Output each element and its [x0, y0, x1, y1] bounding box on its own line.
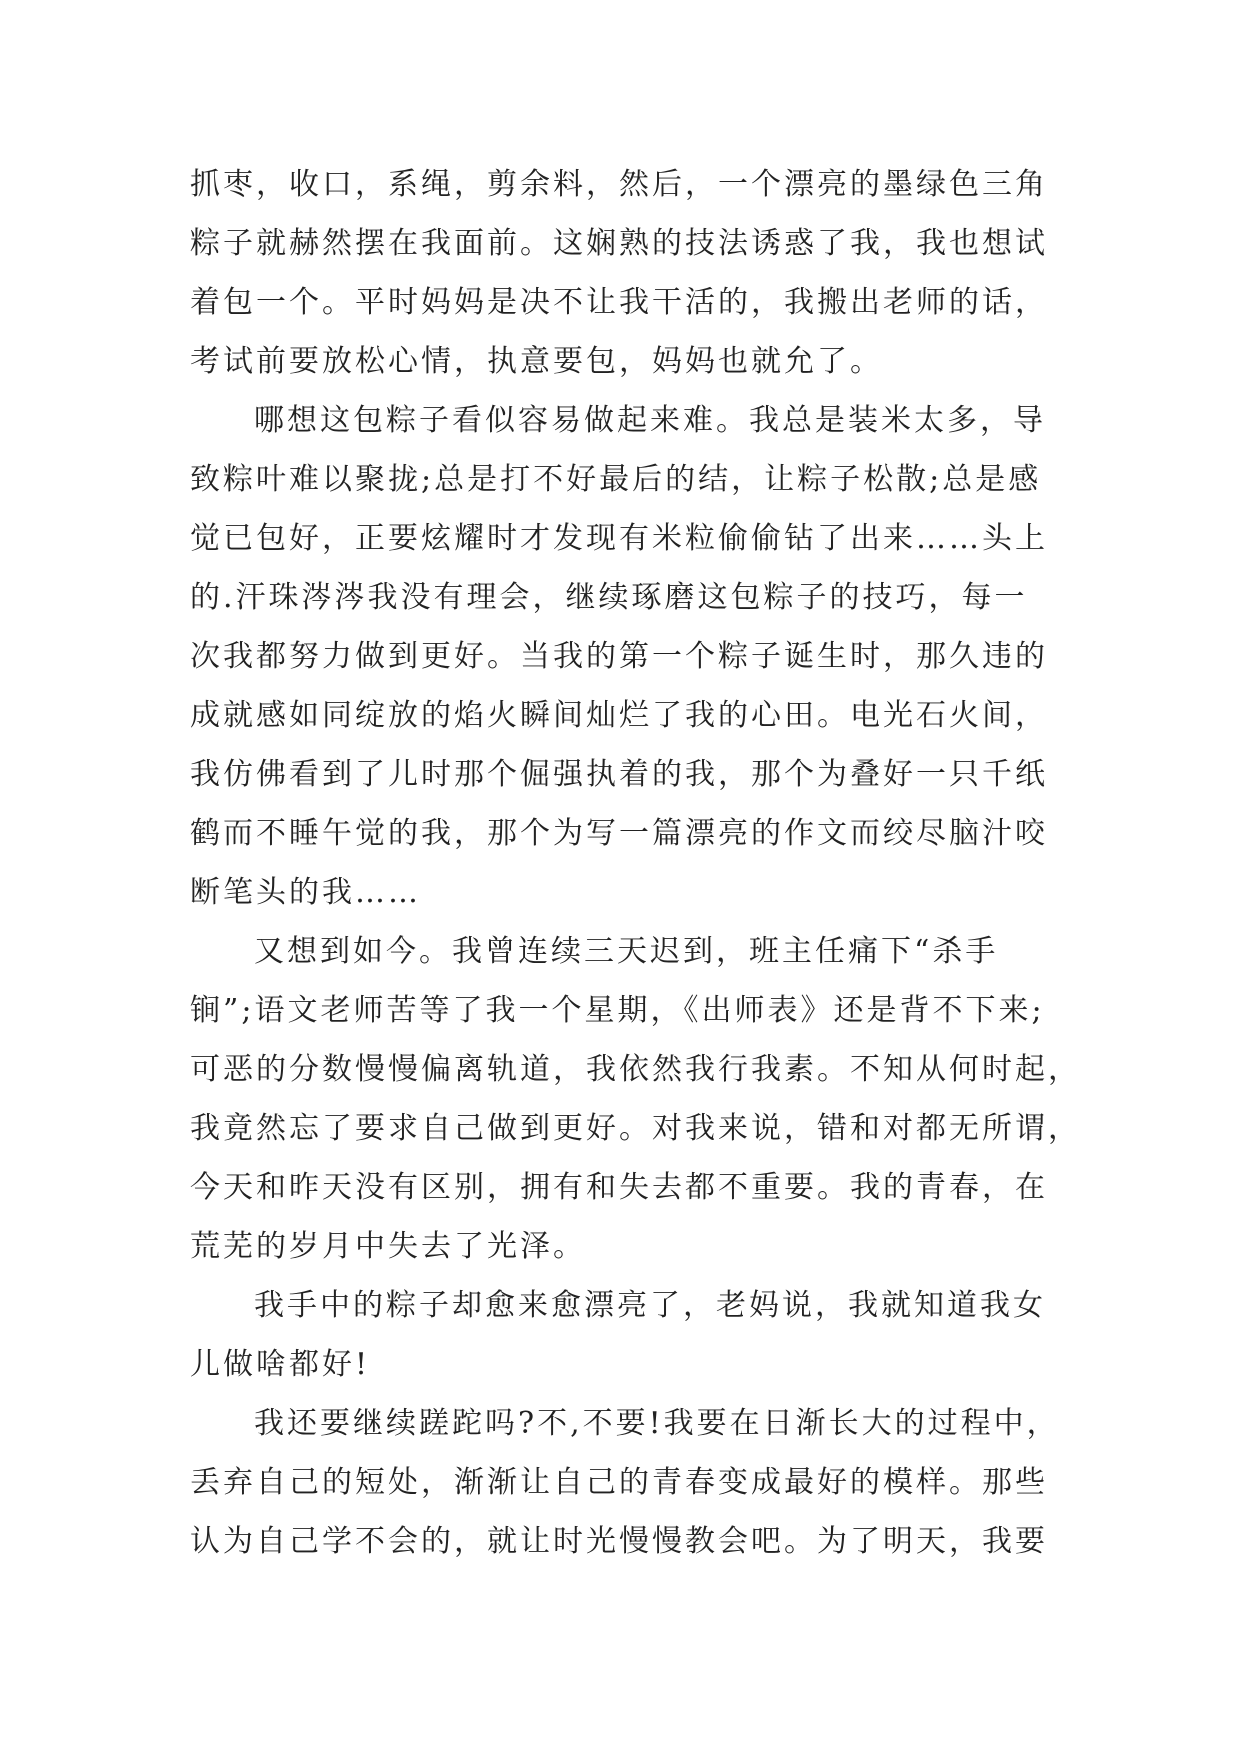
text-line: 着包一个。平时妈妈是决不让我干活的，我搬出老师的话， [190, 285, 1048, 320]
text-line: 我竟然忘了要求自己做到更好。对我来说，错和对都无所谓， [190, 1111, 1081, 1146]
text-line: 的.汗珠涔涔我没有理会，继续琢磨这包粽子的技巧，每一 [190, 580, 1028, 615]
text-line: 考试前要放松心情，执意要包，妈妈也就允了。 [190, 344, 883, 379]
text-line: 断笔头的我…… [190, 875, 421, 910]
text-line: 成就感如同绽放的焰火瞬间灿烂了我的心田。电光石火间， [190, 698, 1048, 733]
text-line: 可恶的分数慢慢偏离轨道，我依然我行我素。不知从何时起， [190, 1052, 1081, 1087]
text-line: 荒芜的岁月中失去了光泽。 [190, 1229, 586, 1264]
text-line: 鹤而不睡午觉的我，那个为写一篇漂亮的作文而绞尽脑汁咬 [190, 816, 1048, 851]
text-line: 觉已包好，正要炫耀时才发现有米粒偷偷钻了出来……头上 [190, 521, 1048, 556]
text-line: 致粽叶难以聚拢;总是打不好最后的结，让粽子松散;总是感 [190, 462, 1042, 497]
text-line: 认为自己学不会的，就让时光慢慢教会吧。为了明天，我要 [190, 1524, 1048, 1559]
text-line: 锏”;语文老师苦等了我一个星期，《出师表》还是背不下来; [190, 993, 1045, 1028]
text-line: 抓枣，收口，系绳，剪余料，然后，一个漂亮的墨绿色三角 [190, 167, 1048, 202]
text-line: 次我都努力做到更好。当我的第一个粽子诞生时，那久违的 [190, 639, 1048, 674]
text-line: 今天和昨天没有区别，拥有和失去都不重要。我的青春，在 [190, 1170, 1048, 1205]
text-line: 粽子就赫然摆在我面前。这娴熟的技法诱惑了我，我也想试 [190, 226, 1048, 261]
text-line: 哪想这包粽子看似容易做起来难。我总是装米太多，导 [254, 403, 1046, 438]
text-line: 我还要继续蹉跎吗?不,不要!我要在日渐长大的过程中， [254, 1406, 1060, 1441]
text-line: 儿做啥都好! [190, 1347, 371, 1382]
document-body [190, 155, 1081, 1571]
text-line: 我仿佛看到了儿时那个倔强执着的我，那个为叠好一只千纸 [190, 757, 1048, 792]
text-line: 我手中的粽子却愈来愈漂亮了，老妈说，我就知道我女 [254, 1288, 1046, 1323]
text-line: 又想到如今。我曾连续三天迟到，班主任痛下“杀手 [254, 934, 999, 969]
text-line: 丢弃自己的短处，渐渐让自己的青春变成最好的模样。那些 [190, 1465, 1048, 1500]
